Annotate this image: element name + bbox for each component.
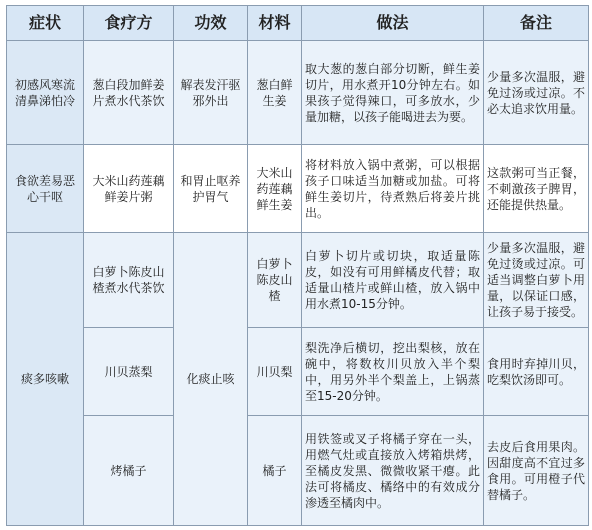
- recipe-cell: 葱白段加鲜姜片煮水代茶饮: [84, 41, 174, 145]
- effect-cell: 解表发汗驱邪外出: [174, 41, 248, 145]
- table-row: [7, 328, 589, 416]
- note-cell: 去皮后食用果肉。因甜度高不宜过多食用。可用橙子代替橘子。: [484, 416, 589, 526]
- symptom-cell: 食欲差易恶心干呕: [7, 145, 84, 233]
- header-effect: 功效: [174, 6, 248, 41]
- note-cell: 食用时弃掉川贝，吃梨饮汤即可。: [484, 328, 589, 416]
- symptom-cell: 初感风寒流清鼻涕怕冷: [7, 41, 84, 145]
- table-row: [7, 416, 589, 526]
- method-cell: 梨洗净后横切，挖出梨核，放在碗中，将数枚川贝放入半个梨中，用另外半个梨盖上，上锅蒸至15-20分钟。: [302, 328, 484, 416]
- table-row: [7, 233, 589, 328]
- table-header-row: [7, 6, 589, 41]
- symptom-cell: 痰多咳嗽: [7, 233, 84, 526]
- header-symptom: 症状: [7, 6, 84, 41]
- header-method: 做法: [302, 6, 484, 41]
- remedy-table: [6, 5, 589, 526]
- effect-cell: 和胃止呕养护胃气: [174, 145, 248, 233]
- material-cell: 白萝卜陈皮山楂: [248, 233, 302, 328]
- method-cell: 用铁签或叉子将橘子穿在一头，用燃气灶或直接放入烤箱烘烤，至橘皮发黑、微微收紧干瘪。此法可将橘皮、橘络中的有效成分渗透至橘肉中。: [302, 416, 484, 526]
- material-cell: 大米山药莲藕鲜生姜: [248, 145, 302, 233]
- recipe-cell: 大米山药莲藕鲜姜片粥: [84, 145, 174, 233]
- table-row: [7, 145, 589, 233]
- header-note: 备注: [484, 6, 589, 41]
- recipe-cell: 白萝卜陈皮山楂煮水代茶饮: [84, 233, 174, 328]
- material-cell: 川贝梨: [248, 328, 302, 416]
- method-cell: 将材料放入锅中煮粥，可以根据孩子口味适当加糖或加盐。可将鲜生姜切片，待煮熟后将姜片挑出。: [302, 145, 484, 233]
- note-cell: 少量多次温服，避免过汤或过凉。不必太追求饮用量。: [484, 41, 589, 145]
- material-cell: 葱白鲜生姜: [248, 41, 302, 145]
- note-cell: 少量多次温服，避免过烫或过凉。可适当调整白萝卜用量，以保证口感，让孩子易于接受。: [484, 233, 589, 328]
- header-recipe: 食疗方: [84, 6, 174, 41]
- method-cell: 白萝卜切片或切块，取适量陈皮，如没有可用鲜橘皮代替；取适量山楂片或鲜山楂，放入锅中用水煮10-15分钟。: [302, 233, 484, 328]
- recipe-cell: 烤橘子: [84, 416, 174, 526]
- method-cell: 取大葱的葱白部分切断，鲜生姜切片，用水煮开10分钟左右。如果孩子觉得辣口，可多放水，少量加糖，以孩子能喝进去为要。: [302, 41, 484, 145]
- material-cell: 橘子: [248, 416, 302, 526]
- recipe-cell: 川贝蒸梨: [84, 328, 174, 416]
- note-cell: 这款粥可当正餐，不刺激孩子脾胃，还能提供热量。: [484, 145, 589, 233]
- table-row: [7, 41, 589, 145]
- header-material: 材料: [248, 6, 302, 41]
- effect-cell: 化痰止咳: [174, 233, 248, 526]
